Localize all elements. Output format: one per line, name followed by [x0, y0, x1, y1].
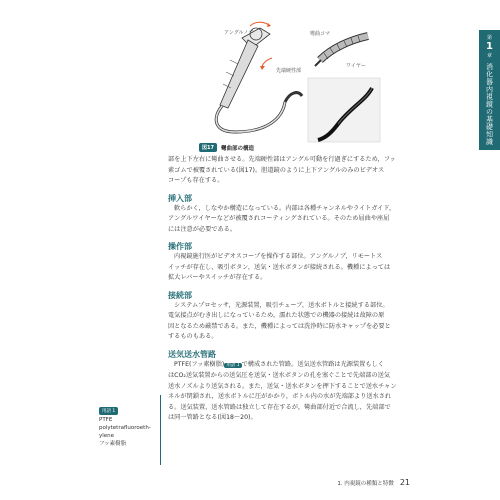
- page-footer: [320, 478, 410, 487]
- section-line: 因となるため厳禁である。また，機種によっては洗浄時に防水キャップを必要と: [168, 322, 391, 330]
- chapter-tab: [479, 30, 500, 150]
- note-line: ylene: [99, 433, 115, 439]
- figure-caption: [199, 143, 254, 152]
- caption-text: 彎曲部の構造: [220, 145, 254, 152]
- section-line: ネルが閉鎖され，送水ボトルに圧がかかり，ボトル内の水が先端部より送水され: [168, 393, 392, 400]
- figure-17: [190, 20, 390, 145]
- label-angle-knob: アングルノブ: [224, 30, 254, 36]
- section-line: はCO₂送気装置からの送気圧を送気・送水ボタンの孔を塞ぐことで先端部の送気: [168, 372, 391, 379]
- caption-badge: 図17: [199, 143, 217, 152]
- section-heading: 挿入部: [168, 193, 192, 203]
- section-connector: [168, 290, 405, 343]
- section-line: [168, 360, 405, 372]
- section-line: イッチが存在し，吸引ボタン，送気・送水ボタンが接続される。機種によっては: [168, 263, 391, 271]
- chapter-word-bottom: 章: [486, 53, 492, 59]
- label-flexible-tube: 先端硬性部: [276, 68, 302, 74]
- section-air-water-channel: [168, 349, 405, 424]
- section-line: 軟らかく，しなやか構造になっている。内部は各種チャンネルやライトガイド，: [174, 204, 396, 212]
- section-heading: 送気送水管路: [168, 349, 216, 359]
- scope-photo: [308, 78, 380, 142]
- section-line: る。送気装置，送水管路は独立して存在するが，彎曲部付近で合流し，先端部で: [168, 403, 391, 411]
- section-line: するものもある。: [168, 333, 218, 340]
- term-badge[interactable]: 用語 1: [226, 362, 240, 368]
- section-line: 電気接点がむき出しになっているため，濡れた状態での機器の接続は故障の原: [168, 312, 385, 319]
- intro-line: 素ゴムで被覆されている(図17)。胆道鏡のように上下アングルのみのビデオス: [168, 166, 385, 174]
- note-line: polytetrafluoroeth-: [99, 425, 151, 431]
- label-wire: ワイヤー: [346, 63, 366, 69]
- intro-line: コープも存在する。: [168, 177, 224, 184]
- main-text: [168, 155, 405, 424]
- section-heading: 操作部: [168, 242, 192, 251]
- note-divider: [160, 395, 161, 465]
- section-line: アングルワイヤーなどが被覆されコーティングされている。そのため屈曲や座屈: [168, 215, 390, 222]
- note-line: PTFE: [99, 417, 113, 423]
- section-line: 送水ノズルより送気される。また，送気・送水ボタンを押下することで送水チャン: [168, 382, 397, 390]
- side-note: [99, 397, 159, 448]
- section-line: は同一管路となる(図18〜20)。: [168, 414, 257, 421]
- figure-illustration: [190, 20, 390, 145]
- first-line-post: で構成された管路。送気送水管路は光源装置もしく: [241, 360, 384, 368]
- note-line: フッ素樹脂: [99, 441, 127, 447]
- section-heading: 接続部: [168, 290, 192, 300]
- page-number: 21: [399, 478, 410, 487]
- section-line: 拡大レバーやスイッチが存在する。: [168, 274, 267, 281]
- chapter-word-top: 第: [486, 35, 492, 41]
- intro-line: 部を上下左右に彎曲させる。先端硬性部はアングル可動を行過ぎにするため，フッ: [168, 156, 396, 163]
- chapter-number: 1: [486, 41, 493, 52]
- footer-section-title: 1. 内視鏡の種類と特徴: [337, 480, 394, 487]
- section-control: [168, 241, 405, 284]
- section-insertion: [168, 193, 405, 236]
- note-badge: 用語 1: [99, 407, 118, 415]
- section-line: システムプロセッサ，光源装置，吸引チューブ，送水ボトルと接続する部位。: [174, 301, 389, 309]
- control-section-drawing: [216, 22, 302, 132]
- first-line-pre: PTFE(フッ素樹脂): [174, 360, 225, 368]
- section-line: 内視鏡施行医がビデオスコープを操作する部位。アングルノブ，リモートス: [174, 253, 383, 260]
- label-bending-piece: 彎曲コマ: [310, 31, 331, 37]
- section-line: には注意が必要である。: [168, 225, 237, 233]
- chapter-title: 消化器内視鏡の基礎知識: [485, 63, 494, 146]
